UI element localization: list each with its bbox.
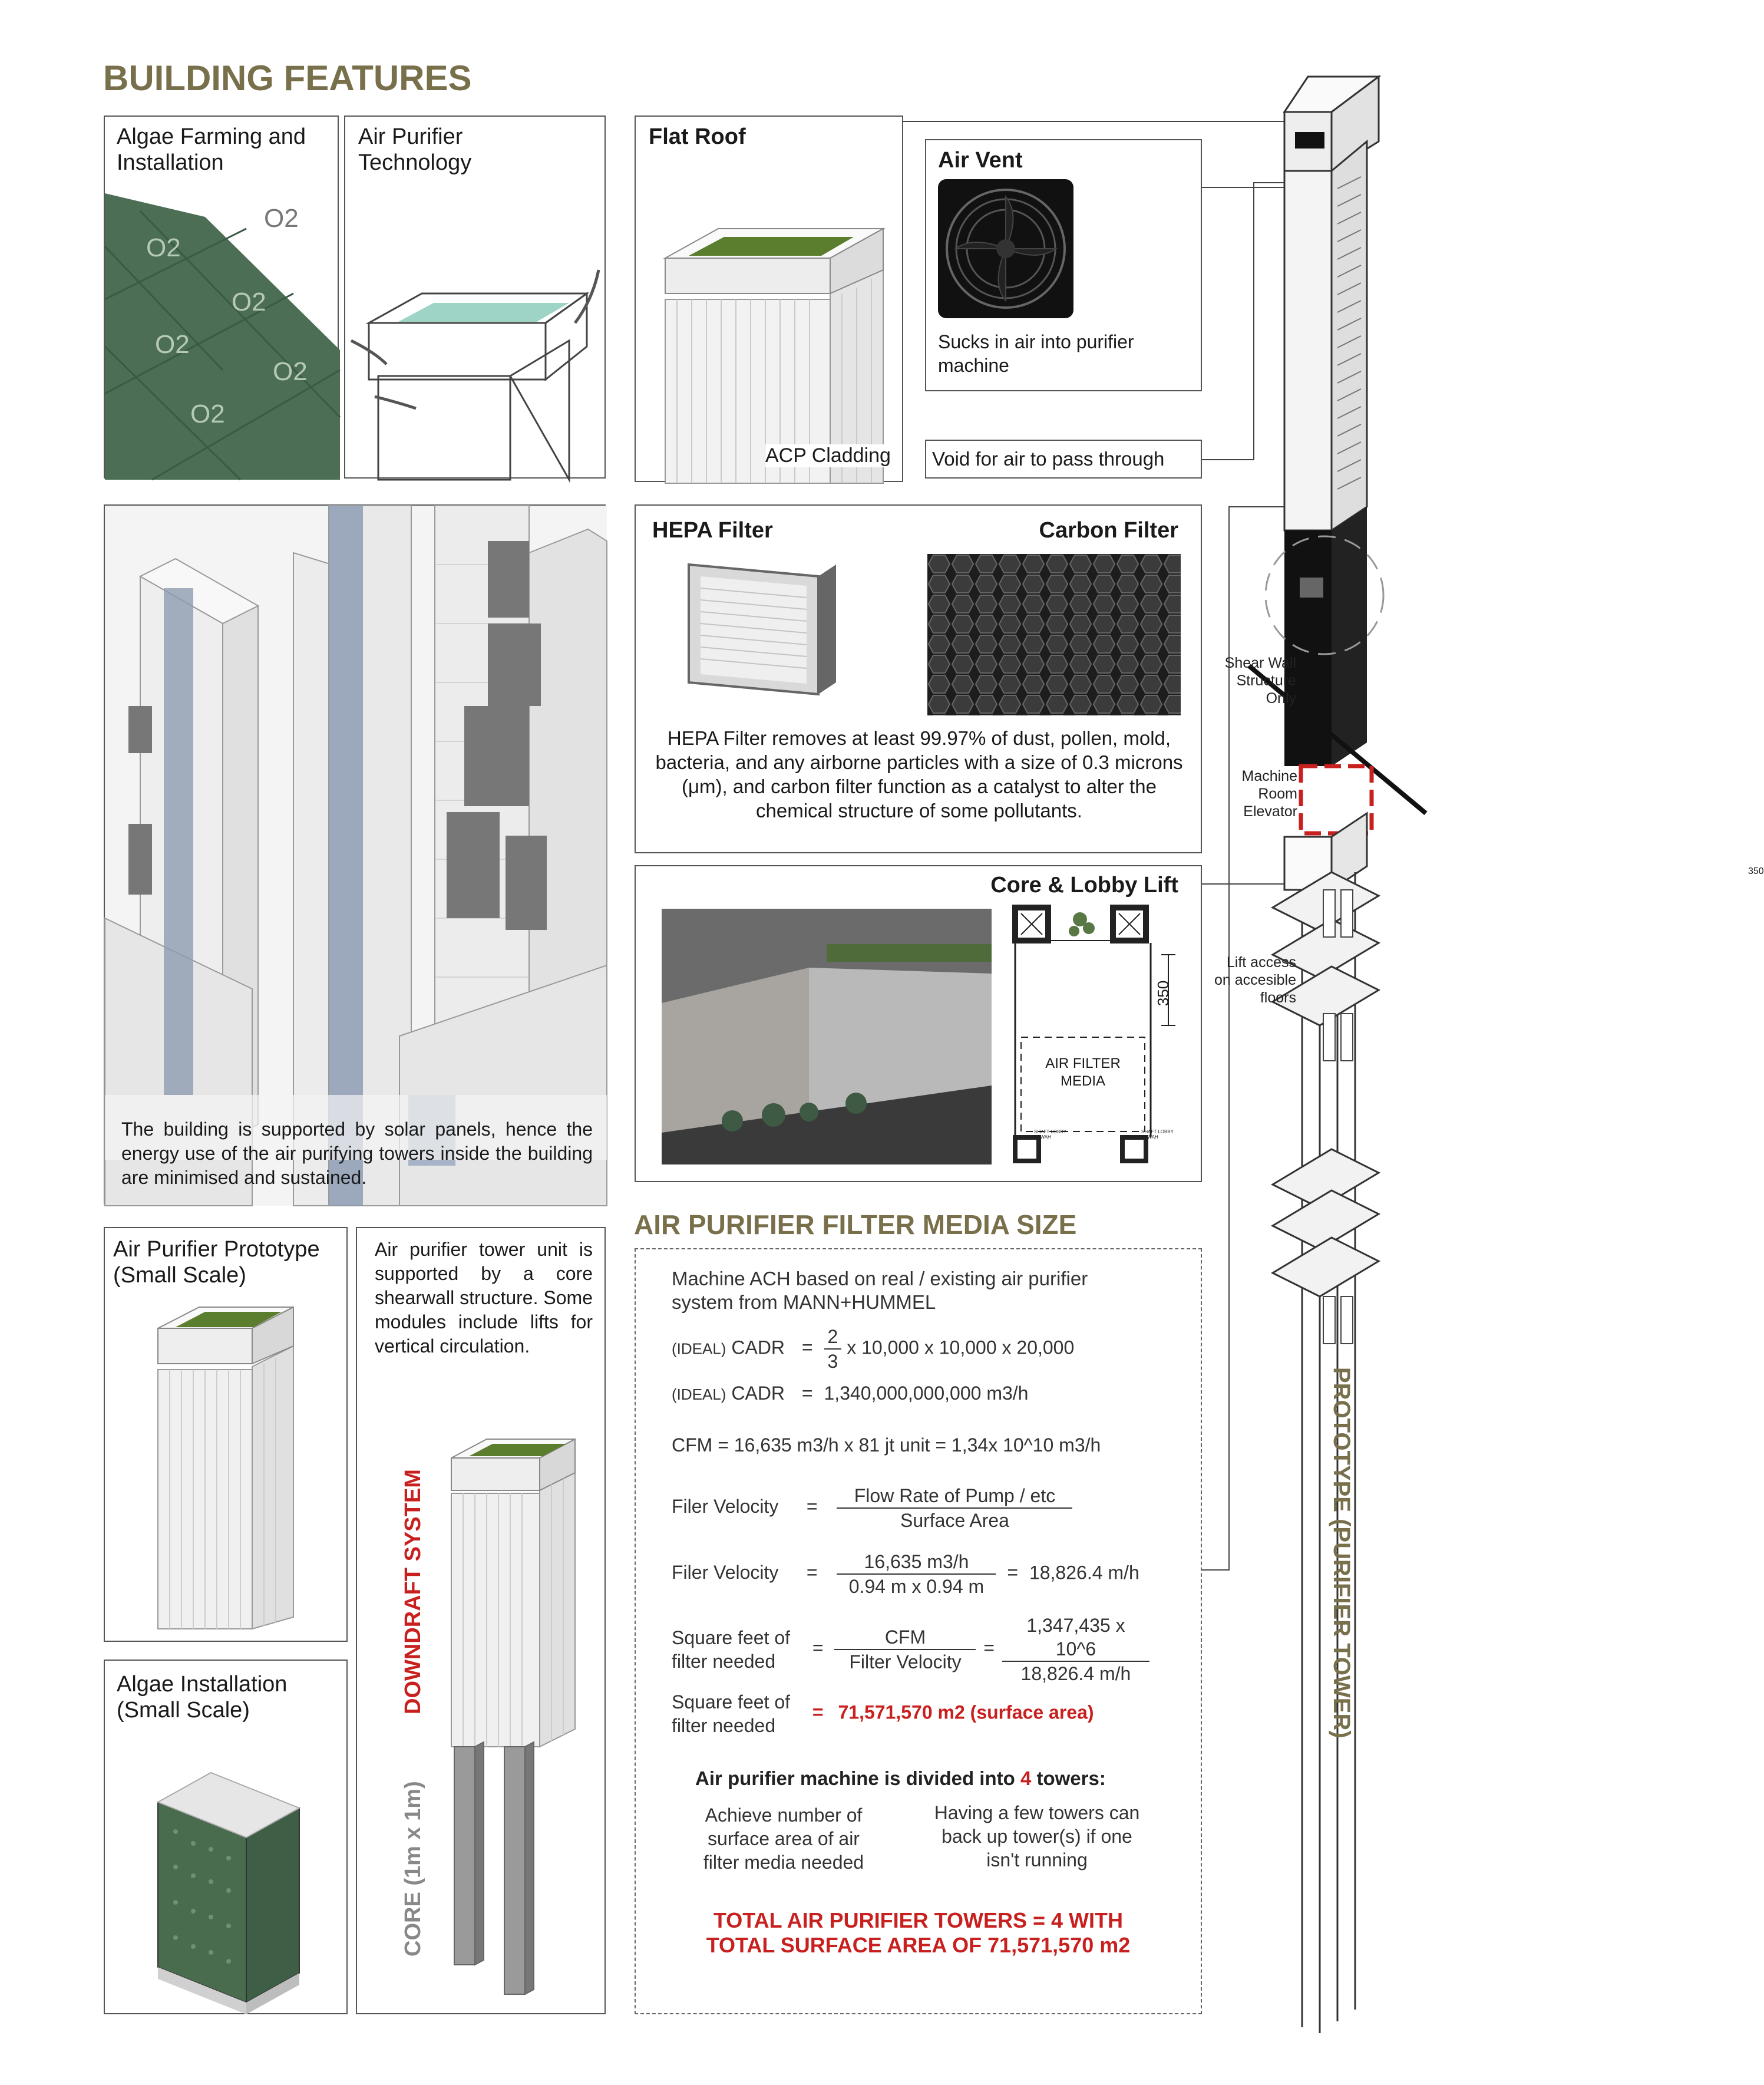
air-vent-label: Air Vent [938,148,1023,173]
air-filter-media-label: AIR FILTER MEDIA [1045,1055,1121,1089]
acp-cladding-label: ACP Cladding [765,444,891,467]
carbon-filter-label: Carbon Filter [1039,518,1178,543]
total-towers-line-1: TOTAL AIR PURIFIER TOWERS = 4 WITH [713,1908,1124,1932]
sqft-denominator: Filter Velocity [849,1651,962,1672]
equals-sign: = [812,1637,824,1659]
downdraft-system-label: DOWNDRAFT SYSTEM [401,1469,425,1714]
prototype-label: Air Purifier Prototype (Small Scale) [113,1237,320,1288]
equals-sign: = [983,1637,995,1659]
tower-count: 4 [1020,1767,1032,1789]
reason-backup: Having a few towers can back up tower(s) if one isn't running [934,1802,1140,1870]
velocity-calc-numerator: 16,635 m3/h [837,1550,996,1575]
fraction-numerator: 2 [824,1325,842,1350]
shaft-label-right: SHAFT LOBBY BAWAH [1141,1129,1174,1140]
page-title: BUILDING FEATURES [103,58,472,98]
velocity-calc-denominator: 0.94 m x 0.94 m [848,1576,985,1597]
machine-ach-intro: Machine ACH based on real / existing air purifier system from MANN+HUMMEL [672,1268,1088,1313]
velocity-numerator: Flow Rate of Pump / etc [837,1484,1072,1509]
sqft-calc-denominator: 18,826.4 m/h [1020,1663,1131,1684]
cadr-result: 1,340,000,000,000 m3/h [824,1383,1029,1404]
shear-wall-annotation: Shear Wall Structure Only [1224,655,1296,707]
algae-farming-label: Algae Farming and Installation [117,124,306,175]
divided-text-post: towers: [1031,1767,1106,1789]
ideal-label: (IDEAL) [672,1385,726,1403]
ideal-label: (IDEAL) [672,1340,726,1358]
core-dimension-350: 350 [1154,980,1172,1007]
cfm-formula: CFM = 16,635 m3/h x 81 jt unit = 1,34x 10^10 m3/h [672,1434,1101,1456]
cadr-label: CADR [731,1337,785,1358]
air-vent-description: Sucks in air into purifier machine [938,331,1134,376]
velocity-label: Filer Velocity [672,1562,779,1583]
o2-tag: O2 [232,288,266,316]
equals-sign: = [812,1701,824,1723]
fraction-denominator: 3 [827,1351,838,1372]
core-dimension-label: 350 [1748,866,1764,876]
core-lobby-label: Core & Lobby Lift [990,873,1178,898]
equals-sign: = [806,1496,818,1517]
cadr-expression: x 10,000 x 10,000 x 20,000 [847,1337,1075,1358]
equals-sign: = [801,1383,813,1404]
filters-description: HEPA Filter removes at least 99.97% of dust, pollen, mold, bacteria, and any airborne particles with a size of 0.3 microns (μm), and carbon filter function as a catalyst to alter the chemical structure of some pollutants. [655,727,1183,822]
prototype-purifier-tower-label: PROTOTYPE (PURIFIER TOWER) [1329,1367,1355,1738]
hepa-filter-label: HEPA Filter [652,518,773,543]
prototype-description: Air purifier tower unit is supported by a core shearwall structure. Some modules include lifts for vertical circulation. [375,1239,593,1357]
equals-sign: = [801,1337,813,1358]
sqft-numerator: CFM [834,1625,976,1650]
reason-surface-area: Achieve number of surface area of air filter media needed [703,1804,864,1873]
velocity-label: Filer Velocity [672,1496,779,1517]
sqft-calc-numerator: 1,347,435 x 10^6 [1002,1614,1149,1662]
o2-tag: O2 [273,357,308,386]
o2-tag: O2 [155,330,190,359]
equals-sign: = [806,1562,818,1583]
void-label: Void for air to pass through [932,448,1165,470]
machine-room-annotation: Machine Room Elevator [1241,768,1297,820]
purifier-tower-illustration [1249,71,1461,2039]
equals-sign: = [1007,1562,1019,1583]
divided-text-pre: Air purifier machine is divided into [695,1767,1020,1789]
total-towers-line-2: TOTAL SURFACE AREA OF 71,571,570 m2 [706,1933,1131,1957]
sqft-label: Square feet of filter needed [672,1691,791,1736]
air-purifier-tech-label: Air Purifier Technology [358,124,472,175]
cadr-label: CADR [731,1383,785,1404]
solar-panel-description: The building is supported by solar panels, hence the energy use of the air purifying towers inside the building are minimised and sustained. [121,1119,593,1188]
o2-tag: O2 [264,204,299,233]
core-size-label: CORE (1m x 1m) [401,1781,425,1957]
sqft-label: Square feet of filter needed [672,1627,791,1672]
o2-tag: O2 [190,400,225,428]
algae-installation-label: Algae Installation (Small Scale) [117,1672,288,1723]
filter-media-title: AIR PURIFIER FILTER MEDIA SIZE [634,1209,1077,1240]
flat-roof-label: Flat Roof [649,124,746,149]
velocity-result: 18,826.4 m/h [1029,1562,1139,1583]
shaft-label-left: SHAFT LOBBY BAWAH [1034,1129,1066,1140]
lift-access-annotation: Lift access on accesible floors [1214,954,1296,1006]
o2-tag: O2 [146,233,181,262]
velocity-denominator: Surface Area [900,1510,1009,1531]
sqft-result: 71,571,570 m2 (surface area) [838,1701,1094,1723]
